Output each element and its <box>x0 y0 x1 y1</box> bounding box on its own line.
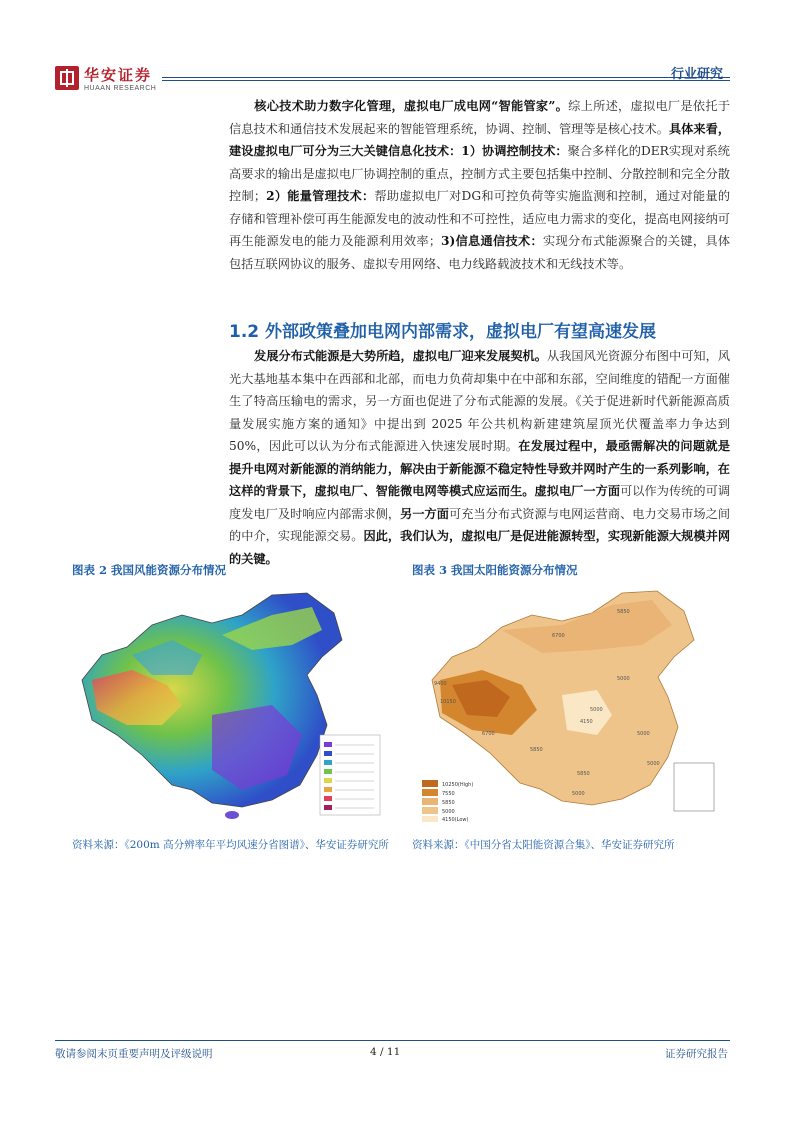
para1-highlight-2: 2）能量管理技术： <box>266 189 375 203</box>
para1-text-4: 实现分布式能源聚合的关键，具体包括互联网协议的服务、虚拟专用网络、电力线路载波技术和无线技术等。 <box>229 234 731 271</box>
para2-conclusion: 因此，我们认为，虚拟电厂是促进能源转型，实现新能源大规模并网的关键。 <box>229 529 731 566</box>
company-logo-en: HUAAN RESEARCH <box>84 85 157 92</box>
contour-label-7: 5000 <box>590 707 603 713</box>
contour-label-11: 5000 <box>647 761 660 767</box>
solar-resource-map <box>412 585 734 823</box>
report-category: 行业研究 <box>670 67 723 82</box>
figure-3-caption: 图表 3 我国太阳能资源分布情况 <box>412 563 578 577</box>
para1-text: 综上所述，虚拟电厂是依托于信息技术和通信技术发展起来的智能管理系统，协调、控制、管理等是核心技术。 <box>229 99 731 136</box>
contour-label-0: 5850 <box>617 609 630 615</box>
solar-map-image <box>412 585 734 823</box>
report-type: 证券研究报告 <box>665 1048 728 1060</box>
solar-legend-3: 5000 <box>442 809 455 815</box>
contour-label-2: 9400 <box>434 681 447 687</box>
solar-legend-2: 5850 <box>442 800 455 806</box>
solar-legend-1: 7550 <box>442 791 455 797</box>
figure-2-source: 资料来源：《200m 高分辨率年平均风速分省图谱》、华安证券研究所 <box>72 839 389 851</box>
para1-highlight-3: 3)信息通信技术： <box>441 234 543 248</box>
para1-text-2: 聚合多样化的DER实现对系统高要求的输出是虚拟电厂协调控制的重点，控制方式主要包括集中控制、分散控制和完全分散控制； <box>229 144 730 203</box>
contour-label-1: 6700 <box>552 633 565 639</box>
page-number: 4 / 11 <box>370 1046 401 1058</box>
para1-lead: 核心技术助力数字化管理，虚拟电厂成电网“智能管家”。 <box>254 99 569 113</box>
solar-legend-4: 4150(Low) <box>442 817 469 823</box>
header-rule-secondary <box>162 80 730 81</box>
para1-highlight-1: 具体来看，建设虚拟电厂可分为三大关键信息化技术：1）协调控制技术： <box>229 121 731 158</box>
paragraph-core-tech <box>229 95 730 275</box>
company-logo-mark <box>55 66 79 90</box>
contour-label-3: 10150 <box>440 699 456 705</box>
para2-highlight-1: 在发展过程中，最亟需解决的问题就是提升电网对新能源的消纳能力，解决由于新能源不稳定特性导致并网时产生的一系列影响，在这样的背景下，虚拟电厂、智能微电网等模式应运而生。虚拟电厂一方面 <box>229 439 731 498</box>
para2-text: 从我国风光资源分布图中可知，风光大基地基本集中在西部和北部，而电力负荷却集中在中部和东部，空间维度的错配一方面催生了特高压输电的需求，另一方面也促进了分布式能源的发展。《关于促进新时代新能源高质量发展实施方案的通知》中提出到 2025 年公共机构新建建筑屋顶光伏覆盖率力争达到 50%，因此可以认为分布式能源进入快速发展时期。 <box>229 349 731 453</box>
section-title: 1.2 外部政策叠加电网内部需求，虚拟电厂有望高速发展 <box>229 322 657 342</box>
wind-map-image <box>72 585 394 823</box>
paragraph-distributed-energy <box>229 345 730 570</box>
contour-label-6: 5850 <box>577 771 590 777</box>
contour-label-5: 5850 <box>530 747 543 753</box>
company-logo-cn: 华安证券 <box>84 66 153 84</box>
contour-label-8: 5000 <box>617 676 630 682</box>
wind-resource-map <box>72 585 394 823</box>
figure-2-caption: 图表 2 我国风能资源分布情况 <box>72 563 227 577</box>
header-rule <box>162 77 730 78</box>
contour-label-9: 4150 <box>580 719 593 725</box>
para2-highlight-2: 另一方面 <box>400 506 449 521</box>
figure-3-source: 资料来源：《中国分省太阳能资源合集》、华安证券研究所 <box>412 839 675 851</box>
disclaimer-link[interactable]: 敬请参阅末页重要声明及评级说明 <box>55 1048 213 1060</box>
para2-lead: 发展分布式能源是大势所趋，虚拟电厂迎来发展契机。 <box>254 349 547 363</box>
contour-label-10: 5000 <box>637 731 650 737</box>
footer-rule <box>55 1040 730 1041</box>
para1-text-3: 帮助虚拟电厂对DG和可控负荷等实施监测和控制，通过对能量的存储和管理补偿可再生能源发电的波动性和不可控性，适应电力需求的变化，提高电网接纳可再生能源发电的能力及能源利用效率； <box>229 189 731 248</box>
contour-label-4: 6700 <box>482 731 495 737</box>
para2-text-3: 可充当分布式资源与电网运营商、电力交易市场之间的中介，实现能源交易。 <box>229 506 731 543</box>
contour-label-12: 5000 <box>572 791 585 797</box>
solar-legend-0: 10250(High) <box>442 782 474 788</box>
para2-text-2: 可以作为传统的可调度发电厂及时响应内部需求侧， <box>229 484 731 521</box>
